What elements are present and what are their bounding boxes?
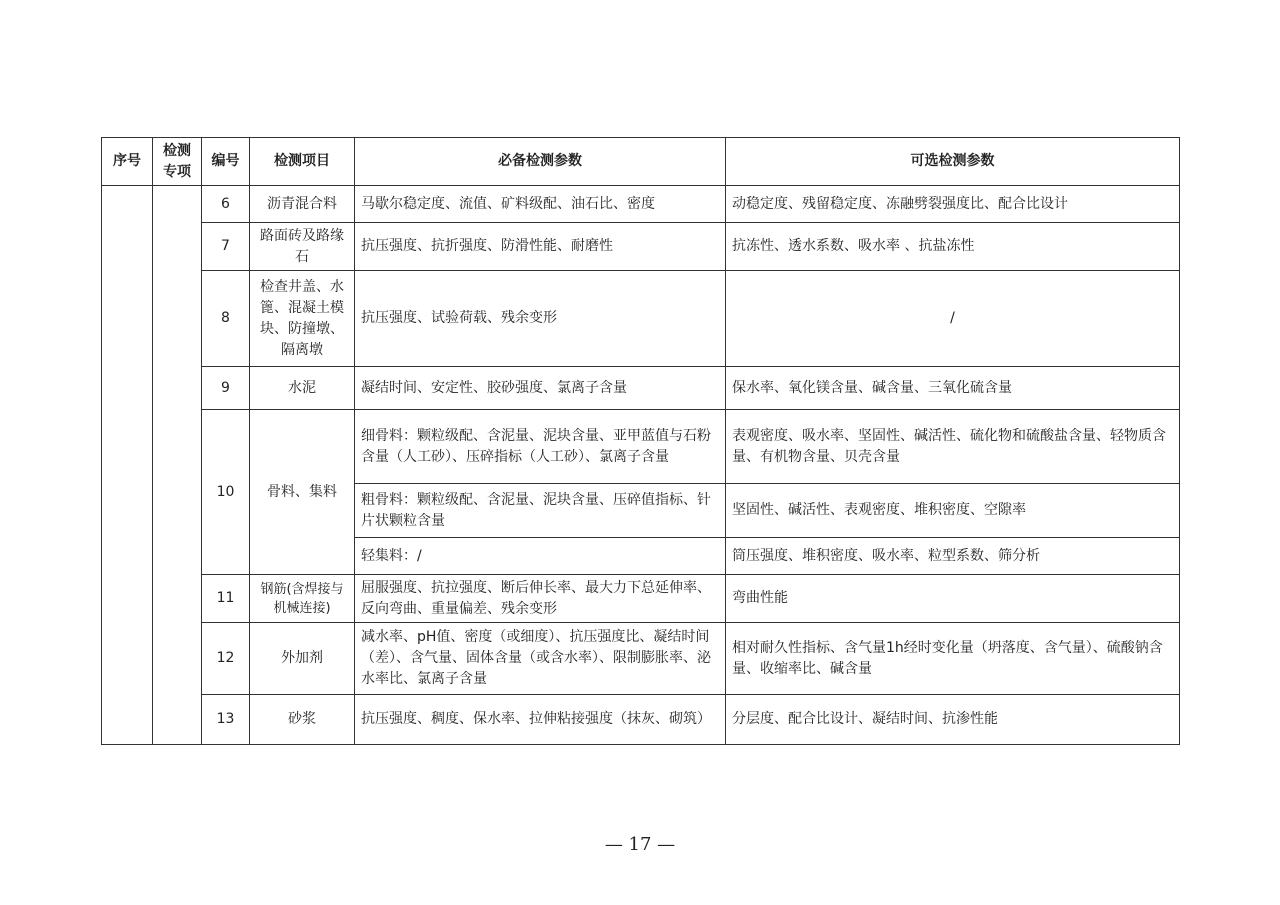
row-code: 7 <box>202 223 250 271</box>
header-code: 编号 <box>202 138 250 186</box>
test-parameter-table <box>101 137 1180 745</box>
row-required: 减水率、pH值、密度（或细度）、抗压强度比、凝结时间（差）、含气量、固体含量（或含水率）、限制膨胀率、泌水率比、氯离子含量 <box>355 623 726 695</box>
table-row <box>102 271 1180 367</box>
table-row <box>102 186 1180 223</box>
header-required: 必备检测参数 <box>355 138 726 186</box>
row-required: 抗压强度、抗折强度、防滑性能、耐磨性 <box>355 223 726 271</box>
table-row <box>102 223 1180 271</box>
row-optional: / <box>726 271 1180 367</box>
row-optional: 相对耐久性指标、含气量1h经时变化量（坍落度、含气量）、硫酸钠含量、收缩率比、碱含量 <box>726 623 1180 695</box>
row-item: 骨料、集料 <box>250 410 355 575</box>
row-required: 抗压强度、试验荷载、残余变形 <box>355 271 726 367</box>
table-row <box>102 367 1180 410</box>
row-optional: 表观密度、吸水率、坚固性、碱活性、硫化物和硫酸盐含量、轻物质含量、有机物含量、贝壳含量 <box>726 410 1180 484</box>
table-row <box>102 575 1180 623</box>
row-optional: 坚固性、碱活性、表观密度、堆积密度、空隙率 <box>726 484 1180 538</box>
header-optional: 可选检测参数 <box>726 138 1180 186</box>
header-item: 检测项目 <box>250 138 355 186</box>
row-code: 8 <box>202 271 250 367</box>
row-code: 11 <box>202 575 250 623</box>
table-row <box>102 410 1180 484</box>
header-seq: 序号 <box>102 138 153 186</box>
seq-cell <box>102 186 153 745</box>
row-required: 屈服强度、抗拉强度、断后伸长率、最大力下总延伸率、反向弯曲、重量偏差、残余变形 <box>355 575 726 623</box>
row-item: 砂浆 <box>250 695 355 745</box>
row-optional: 动稳定度、残留稳定度、冻融劈裂强度比、配合比设计 <box>726 186 1180 223</box>
table-header-row <box>102 138 1180 186</box>
row-optional: 弯曲性能 <box>726 575 1180 623</box>
row-item: 钢筋(含焊接与机械连接) <box>250 575 355 623</box>
row-item: 检查井盖、水篦、混凝土模块、防撞墩、隔离墩 <box>250 271 355 367</box>
row-required: 细骨料：颗粒级配、含泥量、泥块含量、亚甲蓝值与石粉含量（人工砂）、压碎指标（人工砂）、氯离子含量 <box>355 410 726 484</box>
table-row <box>102 623 1180 695</box>
row-code: 13 <box>202 695 250 745</box>
row-code: 12 <box>202 623 250 695</box>
row-item: 水泥 <box>250 367 355 410</box>
row-item: 沥青混合料 <box>250 186 355 223</box>
row-optional: 筒压强度、堆积密度、吸水率、粒型系数、筛分析 <box>726 538 1180 575</box>
row-optional: 保水率、氧化镁含量、碱含量、三氧化硫含量 <box>726 367 1180 410</box>
row-item: 外加剂 <box>250 623 355 695</box>
header-category: 检测 专项 <box>153 138 202 186</box>
row-code: 9 <box>202 367 250 410</box>
row-required: 凝结时间、安定性、胶砂强度、氯离子含量 <box>355 367 726 410</box>
row-code: 6 <box>202 186 250 223</box>
row-required: 轻集料：/ <box>355 538 726 575</box>
row-required: 抗压强度、稠度、保水率、拉伸粘接强度（抹灰、砌筑） <box>355 695 726 745</box>
row-optional: 分层度、配合比设计、凝结时间、抗渗性能 <box>726 695 1180 745</box>
row-code: 10 <box>202 410 250 575</box>
page-number: — 17 — <box>604 834 676 855</box>
row-required: 马歇尔稳定度、流值、矿料级配、油石比、密度 <box>355 186 726 223</box>
table-row <box>102 695 1180 745</box>
category-cell <box>153 186 202 745</box>
row-item: 路面砖及路缘石 <box>250 223 355 271</box>
row-required: 粗骨料：颗粒级配、含泥量、泥块含量、压碎值指标、针片状颗粒含量 <box>355 484 726 538</box>
row-optional: 抗冻性、透水系数、吸水率 、抗盐冻性 <box>726 223 1180 271</box>
